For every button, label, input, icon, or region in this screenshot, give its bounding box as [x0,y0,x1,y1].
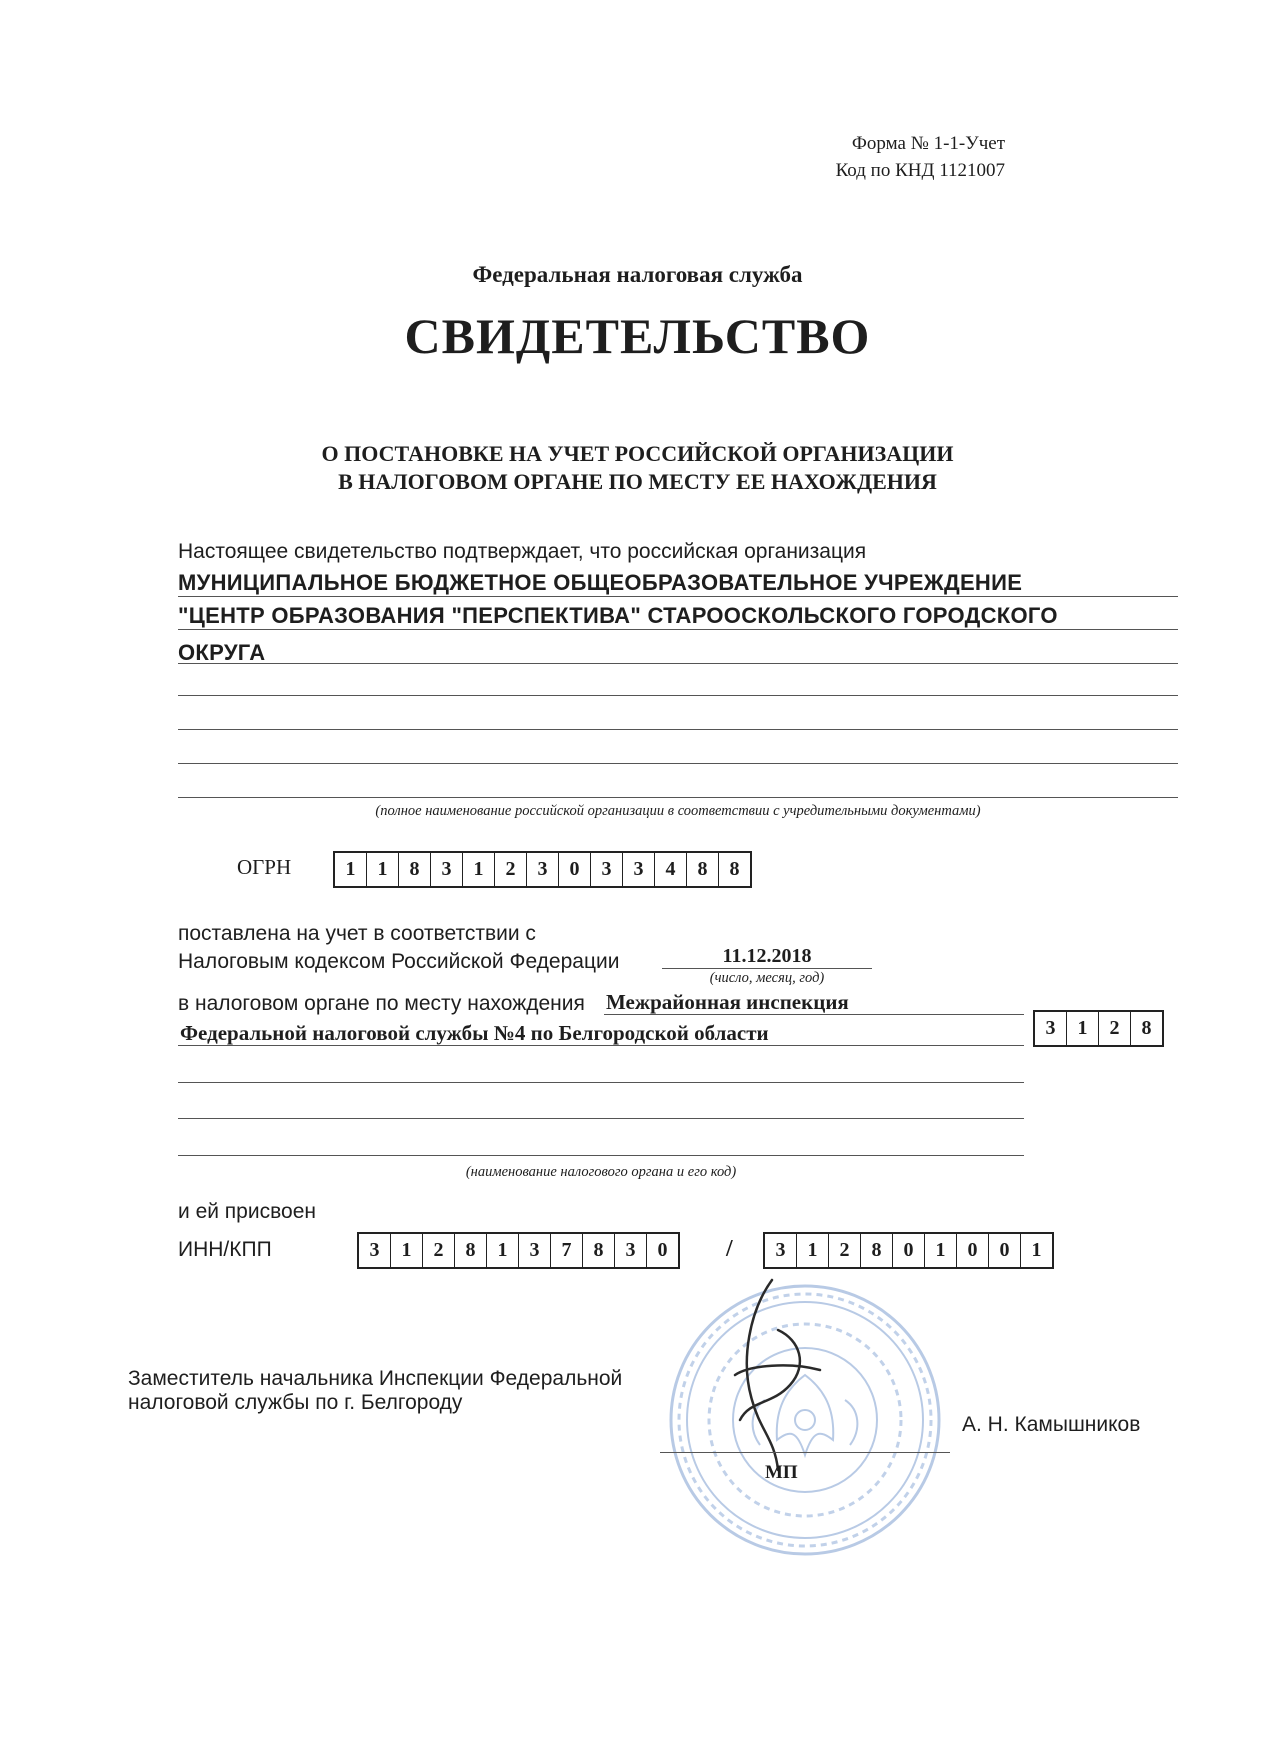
ogrn-digit-11: 4 [655,853,687,886]
kpp-digit-3: 2 [829,1234,861,1267]
ogrn-label: ОГРН [237,855,292,879]
ogrn-digit-12: 8 [687,853,719,886]
kpp-digit-boxes [763,1232,1054,1269]
document-subtitle [0,440,1275,496]
org-blank-line-4 [178,797,1178,798]
authority-intro: в налоговом органе по месту нахождения [178,992,585,1015]
document-title: СВИДЕТЕЛЬСТВО [404,308,871,364]
kpp-digit-2: 1 [797,1234,829,1267]
authority-blank-line-1 [178,1082,1024,1083]
inn-digit-boxes [357,1232,680,1269]
signer-position [128,1367,622,1415]
inn-digit-1: 3 [359,1234,391,1267]
signer-position-line-1: Заместитель начальника Инспекции Федеральной [128,1367,623,1390]
authority-line-1: Межрайонная инспекция [606,990,849,1014]
ogrn-digit-5: 1 [463,853,495,886]
ogrn-digit-9: 3 [591,853,623,886]
registration-date: 11.12.2018 [722,945,812,967]
kpp-digit-4: 8 [861,1234,893,1267]
ogrn-digit-2: 1 [367,853,399,886]
ogrn-digit-4: 3 [431,853,463,886]
kpp-digit-8: 0 [989,1234,1021,1267]
org-intro: Настоящее свидетельство подтверждает, что российская организация [178,540,867,563]
authority-code-digit-2: 1 [1067,1012,1099,1045]
agency-name: Федеральная налоговая служба [472,262,803,287]
authority-underline-1 [604,1014,1024,1015]
inn-digit-6: 3 [519,1234,551,1267]
authority-code-boxes [1033,1010,1164,1047]
kpp-digit-6: 1 [925,1234,957,1267]
ogrn-digit-8: 0 [559,853,591,886]
org-name-line-1: МУНИЦИПАЛЬНОЕ БЮДЖЕТНОЕ ОБЩЕОБРАЗОВАТЕЛЬНОЕ УЧРЕЖДЕНИЕ [178,570,1023,595]
ogrn-digit-13: 8 [729,858,740,880]
org-blank-line-2 [178,729,1178,730]
subtitle-line-1: О ПОСТАНОВКЕ НА УЧЕТ РОССИЙСКОЙ ОРГАНИЗАЦИИ [321,441,954,466]
ogrn-digit-7: 3 [527,853,559,886]
form-number: Форма № 1-1-Учет [851,133,1005,154]
authority-blank-line-3 [178,1155,1024,1156]
org-name-caption: (полное наименование российской организации в соответствии с учредительными документами) [375,803,981,819]
authority-code-digit-3: 2 [1099,1012,1131,1045]
kpp-digit-9: 1 [1031,1239,1042,1261]
org-name-line-3: ОКРУГА [178,640,266,665]
kpp-digit-1: 3 [765,1234,797,1267]
inn-kpp-separator: / [726,1236,733,1262]
inn-digit-2: 1 [391,1234,423,1267]
org-name-underline-3 [178,663,1178,664]
org-name-underline-2 [178,629,1178,630]
authority-code-digit-1: 3 [1035,1012,1067,1045]
authority-caption: (наименование налогового органа и его код) [465,1164,737,1180]
ogrn-digit-3: 8 [399,853,431,886]
authority-code-digit-4: 8 [1141,1017,1152,1039]
inn-digit-3: 2 [423,1234,455,1267]
authority-blank-line-2 [178,1118,1024,1119]
inn-digit-8: 8 [583,1234,615,1267]
inn-kpp-label: ИНН/КПП [178,1238,272,1261]
org-blank-line-3 [178,763,1178,764]
inn-digit-7: 7 [551,1234,583,1267]
registration-line-2: Налоговым кодексом Российской Федерации [178,950,620,973]
ogrn-digit-6: 2 [495,853,527,886]
org-blank-line-1 [178,695,1178,696]
inn-digit-5: 1 [487,1234,519,1267]
authority-underline-2 [178,1045,1024,1046]
subtitle-line-2: В НАЛОГОВОМ ОРГАНЕ ПО МЕСТУ ЕЕ НАХОЖДЕНИЯ [338,469,937,494]
registration-date-caption: (число, месяц, год) [709,970,825,986]
signature-line [660,1452,950,1453]
form-meta [836,130,1005,184]
registration-date-underline [662,968,872,969]
knd-code: Код по КНД 1121007 [835,160,1005,181]
kpp-digit-7: 0 [957,1234,989,1267]
org-name-underline-1 [178,596,1178,597]
authority-line-2: Федеральной налоговой службы №4 по Белгородской области [180,1021,769,1045]
kpp-digit-5: 0 [893,1234,925,1267]
inn-digit-9: 3 [615,1234,647,1267]
registration-line-1: поставлена на учет в соответствии с [178,922,536,945]
signer-position-line-2: налоговой службы по г. Белгороду [128,1391,463,1414]
inn-digit-10: 0 [657,1239,668,1261]
seal-label-mp: МП [765,1462,798,1483]
signer-name: А. Н. Камышников [962,1413,1141,1436]
handwritten-signature [680,1270,860,1480]
ogrn-digit-10: 3 [623,853,655,886]
ogrn-digit-boxes [333,851,752,888]
ogrn-digit-1: 1 [335,853,367,886]
org-name-line-2: "ЦЕНТР ОБРАЗОВАНИЯ "ПЕРСПЕКТИВА" СТАРООСКОЛЬСКОГО ГОРОДСКОГО [178,603,1058,628]
inn-digit-4: 8 [455,1234,487,1267]
assigned-label: и ей присвоен [178,1200,316,1223]
